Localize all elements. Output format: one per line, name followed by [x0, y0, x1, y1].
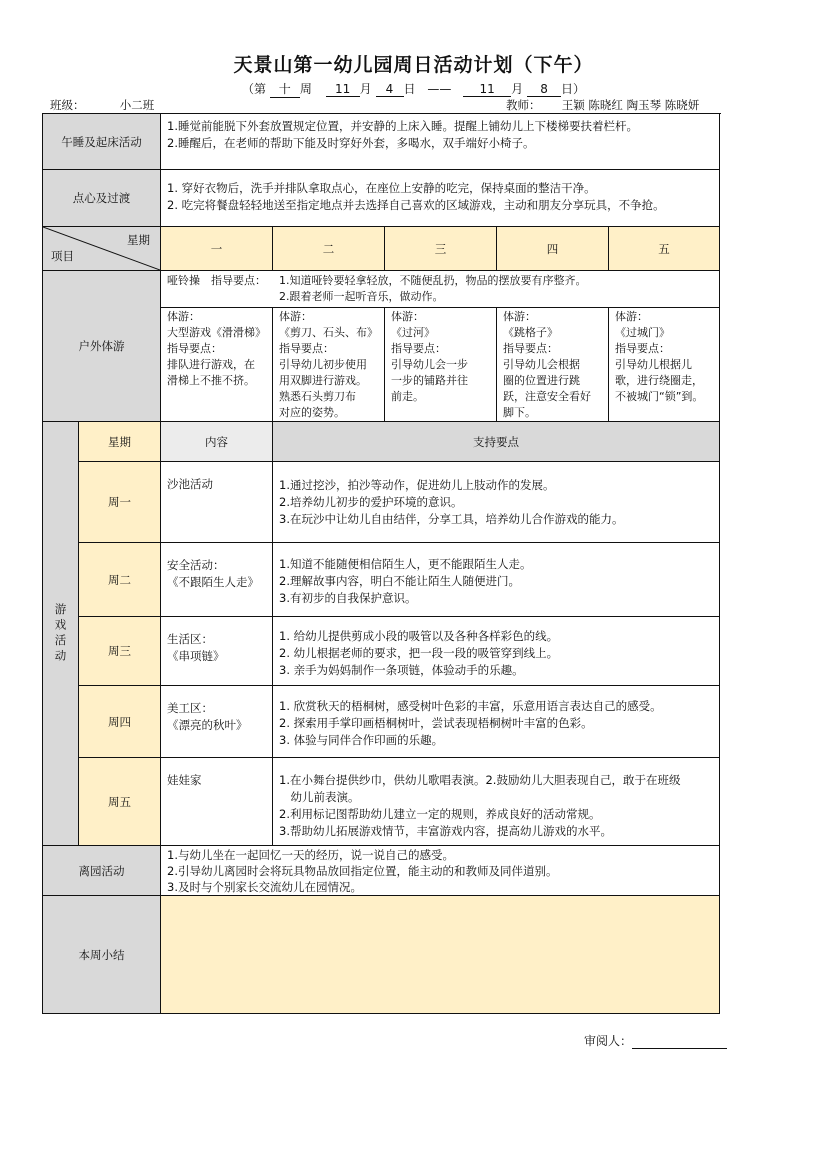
day-header-mon: 一: [160, 226, 273, 271]
date-dash: ——: [427, 82, 452, 96]
month-label-2: 月: [511, 82, 524, 96]
outdoor-line: 《过河》: [391, 326, 435, 339]
date-line: [0, 80, 827, 98]
outdoor-line: 引导幼儿会根据: [503, 358, 580, 371]
games-content-line: 生活区：: [167, 632, 213, 646]
games-support-mon: [272, 461, 720, 543]
games-content-wed: [160, 616, 273, 686]
teacher-info: [506, 97, 721, 114]
outdoor-line: 用双脚进行游戏。: [279, 374, 367, 387]
warmup-row: [160, 270, 720, 308]
end-day: 8: [527, 82, 561, 97]
week-number: 十: [270, 80, 300, 98]
leave-content: [160, 845, 720, 896]
games-content-line: 《串项链》: [167, 649, 225, 663]
outdoor-line: 熟悉石头剪刀布: [279, 390, 356, 403]
class-value: 小二班: [85, 97, 190, 114]
games-day-tue: 周二: [78, 542, 161, 617]
outdoor-day-mon: [160, 307, 273, 422]
games-support-line: 2. 探索用手掌印画梧桐树叶，尝试表现梧桐树叶丰富的色彩。: [279, 716, 593, 730]
warmup-line: 2.跟着老师一起听音乐，做动作。: [279, 290, 444, 303]
outdoor-line: 大型游戏《滑滑梯》: [167, 326, 266, 339]
games-header-day: 星期: [78, 421, 161, 462]
outdoor-line: 引导幼儿根据儿: [615, 358, 692, 371]
outdoor-line: 一步的铺路并往: [391, 374, 468, 387]
outdoor-line: 体游：: [615, 310, 648, 323]
games-label-text: 游戏活动: [53, 602, 68, 665]
snack-line: 2. 吃完将餐盘轻轻地送至指定地点并去选择自己喜欢的区域游戏，主动和朋友分享玩具，不争抢。: [167, 198, 665, 212]
outdoor-line: 歌，进行绕圈走，: [615, 374, 703, 387]
outdoor-line: 前走。: [391, 390, 424, 403]
outdoor-line: 不被城门“锁”到。: [615, 390, 704, 403]
leave-line: 1.与幼儿坐在一起回忆一天的经历，说一说自己的感受。: [167, 848, 454, 862]
outdoor-day-tue: [272, 307, 385, 422]
games-content-line: 美工区：: [167, 701, 213, 715]
games-support-line: 1.在小舞台提供纱巾，供幼儿歌唱表演。2.鼓励幼儿大胆表现自己，敢于在班级: [279, 773, 681, 787]
outdoor-line: 指导要点：: [279, 342, 334, 355]
snack-line: 1. 穿好衣物后，洗手并排队拿取点心，在座位上安静的吃完，保持桌面的整洁干净。: [167, 181, 596, 195]
games-support-line: 2.理解故事内容，明白不能让陌生人随便进门。: [279, 574, 520, 588]
snack-label: 点心及过渡: [42, 169, 161, 227]
games-support-line: 1. 欣赏秋天的梧桐树，感受树叶色彩的丰富，乐意用语言表达自己的感受。: [279, 699, 662, 713]
day-header-tue: 二: [272, 226, 385, 271]
header-week-label: 星期: [127, 233, 150, 247]
games-content-line: 《不跟陌生人走》: [167, 575, 259, 589]
nap-line: 2.睡醒后，在老师的帮助下能及时穿好外套，多喝水，双手端好小椅子。: [167, 136, 535, 150]
week-suffix: 周: [299, 82, 312, 96]
day-header-fri: 五: [608, 226, 720, 271]
outdoor-line: 排队进行游戏，在: [167, 358, 255, 371]
month-label-1: 月: [359, 82, 372, 96]
reviewer-label: 审阅人：: [583, 1034, 632, 1048]
games-day-wed: 周三: [78, 616, 161, 686]
outdoor-line: 圈的位置进行跳: [503, 374, 580, 387]
games-support-thu: [272, 685, 720, 758]
games-content-line: 沙池活动: [167, 477, 213, 491]
games-support-line: 3.帮助幼儿拓展游戏情节，丰富游戏内容，提高幼儿游戏的水平。: [279, 824, 612, 838]
games-support-line: 1.知道不能随便相信陌生人，更不能跟陌生人走。: [279, 557, 532, 571]
outdoor-line: 指导要点：: [167, 342, 222, 355]
leave-label: 离园活动: [42, 845, 161, 896]
reviewer-signature-line[interactable]: [632, 1034, 727, 1049]
games-header-content: 内容: [160, 421, 273, 462]
outdoor-line: 体游：: [279, 310, 312, 323]
outdoor-line: 引导幼儿初步使用: [279, 358, 367, 371]
class-info: [50, 97, 190, 114]
games-support-line: 1.通过挖沙，拍沙等动作，促进幼儿上肢动作的发展。: [279, 478, 555, 492]
games-support-line: 3.有初步的自我保护意识。: [279, 591, 417, 605]
games-support-tue: [272, 542, 720, 617]
outdoor-line: 脚下。: [503, 406, 536, 419]
class-label: 班级：: [50, 98, 85, 112]
outdoor-line: 体游：: [503, 310, 536, 323]
games-content-thu: [160, 685, 273, 758]
day-label-1: 日: [403, 82, 416, 96]
outdoor-day-thu: [496, 307, 609, 422]
start-day: 4: [376, 82, 404, 97]
games-support-line: 2. 幼儿根据老师的要求，把一段一段的吸管穿到线上。: [279, 646, 559, 660]
outdoor-line: 对应的姿势。: [279, 406, 345, 419]
end-month: 11: [463, 82, 511, 97]
outdoor-line: 指导要点：: [615, 342, 670, 355]
leave-line: 2.引导幼儿离园时会将玩具物品放回指定位置，能主动的和教师及同伴道别。: [167, 864, 558, 878]
nap-content: [160, 113, 720, 170]
outdoor-line: 引导幼儿会一步: [391, 358, 468, 371]
nap-label: 午睡及起床活动: [42, 113, 161, 170]
games-support-line: 3. 亲手为妈妈制作一条项链，体验动手的乐趣。: [279, 663, 524, 677]
summary-content[interactable]: [160, 895, 720, 1014]
outdoor-line: 体游：: [167, 310, 200, 323]
teacher-label: 教师：: [506, 98, 541, 112]
games-content-fri: [160, 757, 273, 846]
games-day-fri: 周五: [78, 757, 161, 846]
outdoor-line: 《过城门》: [615, 326, 670, 339]
header-corner: [42, 226, 161, 271]
games-support-line: 3.在玩沙中让幼儿自由结伴，分享工具，培养幼儿合作游戏的能力。: [279, 512, 624, 526]
start-month: 11: [326, 82, 360, 97]
outdoor-day-wed: [384, 307, 497, 422]
outdoor-line: 指导要点：: [391, 342, 446, 355]
games-support-line: 3. 体验与同伴合作印画的乐趣。: [279, 733, 444, 747]
snack-content: [160, 169, 720, 227]
reviewer: [584, 1032, 727, 1049]
day-label-2: 日）: [561, 82, 586, 96]
day-header-thu: 四: [496, 226, 609, 271]
outdoor-line: 《剪刀、石头、布》: [279, 326, 378, 339]
games-content-line: 娃娃家: [167, 773, 202, 787]
summary-label: 本周小结: [42, 895, 161, 1014]
day-header-wed: 三: [384, 226, 497, 271]
header-item-label: 项目: [51, 249, 74, 263]
games-support-line: 2.培养幼儿初步的爱护环境的意识。: [279, 495, 463, 509]
games-support-fri: [272, 757, 720, 846]
warmup-line: 1.知道哑铃要轻拿轻放，不随便乱扔，物品的摆放要有序整齐。: [279, 274, 587, 287]
warmup-title: 哑铃操 指导要点：: [167, 274, 266, 287]
leave-line: 3.及时与个别家长交流幼儿在园情况。: [167, 880, 362, 894]
games-support-line: 2.利用标记图帮助幼儿建立一定的规则，养成良好的活动常规。: [279, 807, 601, 821]
outdoor-line: 体游：: [391, 310, 424, 323]
games-label: [42, 421, 79, 846]
outdoor-day-fri: [608, 307, 720, 422]
outdoor-line: 指导要点：: [503, 342, 558, 355]
games-header-support: 支持要点: [272, 421, 720, 462]
date-prefix: （第: [241, 82, 266, 96]
games-day-thu: 周四: [78, 685, 161, 758]
outdoor-line: 跃，注意安全看好: [503, 390, 591, 403]
games-content-tue: [160, 542, 273, 617]
games-content-mon: [160, 461, 273, 543]
games-support-line: 幼儿前表演。: [279, 790, 360, 804]
games-support-line: 1. 给幼儿提供剪成小段的吸管以及各种各样彩色的线。: [279, 629, 559, 643]
page-title: 天景山第一幼儿园周日活动计划（下午）: [233, 54, 594, 76]
nap-line: 1.睡觉前能脱下外套放置规定位置，并安静的上床入睡。提醒上铺幼儿上下楼梯要扶着栏杆。: [167, 119, 638, 133]
games-support-wed: [272, 616, 720, 686]
games-content-line: 安全活动：: [167, 558, 225, 572]
outdoor-line: 《跳格子》: [503, 326, 558, 339]
games-content-line: 《漂亮的秋叶》: [167, 718, 248, 732]
outdoor-line: 滑梯上不推不挤。: [167, 374, 255, 387]
games-day-mon: 周一: [78, 461, 161, 543]
outdoor-label: 户外体游: [42, 270, 161, 422]
teacher-value: 王颖 陈晓红 陶玉琴 陈晓妍: [541, 97, 721, 114]
